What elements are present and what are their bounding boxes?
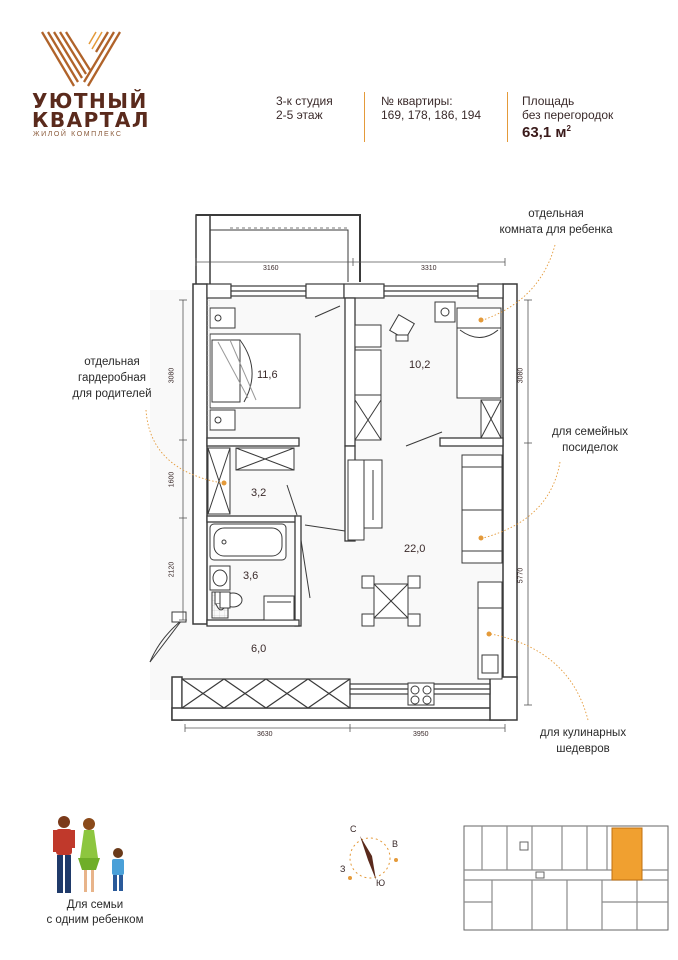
brand-title-line1: УЮТНЫЙ xyxy=(32,89,148,113)
compass-east: В xyxy=(392,839,399,849)
room-area-bedroom: 11,6 xyxy=(257,369,278,381)
callout-wardrobe: отдельная гардеробная для родителей xyxy=(72,356,152,400)
dim-left-3: 2120 xyxy=(168,561,176,578)
room-area-bath: 3,6 xyxy=(243,570,259,582)
compass-north: С xyxy=(350,824,357,834)
area-block: Площадь без перегородок 63,1 $м^2$ xyxy=(522,94,614,141)
family-icon xyxy=(48,812,138,896)
brand-title-line2: КВАРТАЛ xyxy=(32,108,150,132)
building-key-plan xyxy=(462,822,670,934)
dim-bottom-right: 3950 xyxy=(413,731,429,738)
apartment-type: 3-к студия 2-5 этаж xyxy=(276,94,333,122)
dim-top-left: 3160 xyxy=(263,265,279,272)
callout-kitchen: для кулинарных шедевров xyxy=(539,727,627,755)
dim-left-2: 1600 xyxy=(168,471,176,488)
family-caption: Для семьи с одним ребенком xyxy=(46,899,144,926)
compass-south: Ю xyxy=(376,878,386,888)
compass-icon xyxy=(330,822,410,894)
dim-bottom-left: 3630 xyxy=(257,731,273,738)
dim-left-1: 3080 xyxy=(168,367,176,384)
room-area-hall: 6,0 xyxy=(251,643,267,655)
compass-west: З xyxy=(340,864,346,874)
callout-child-room: отдельная комната для ребенка xyxy=(499,208,613,236)
room-area-wardrobe: 3,2 xyxy=(251,487,267,499)
dim-top-right: 3310 xyxy=(421,265,437,272)
dim-right-2: 5770 xyxy=(517,567,525,584)
area-value: 63,1 $м^2$ xyxy=(522,124,571,141)
dim-right-1: 3080 xyxy=(517,367,525,384)
room-area-kids: 10,2 xyxy=(409,359,431,371)
brand-subtitle: ЖИЛОЙ КОМПЛЕКС xyxy=(33,131,123,138)
callout-family: для семейных посиделок xyxy=(551,426,629,454)
apartment-numbers: № квартиры: 169, 178, 186, 194 xyxy=(381,94,482,122)
room-area-living: 22,0 xyxy=(404,543,426,555)
